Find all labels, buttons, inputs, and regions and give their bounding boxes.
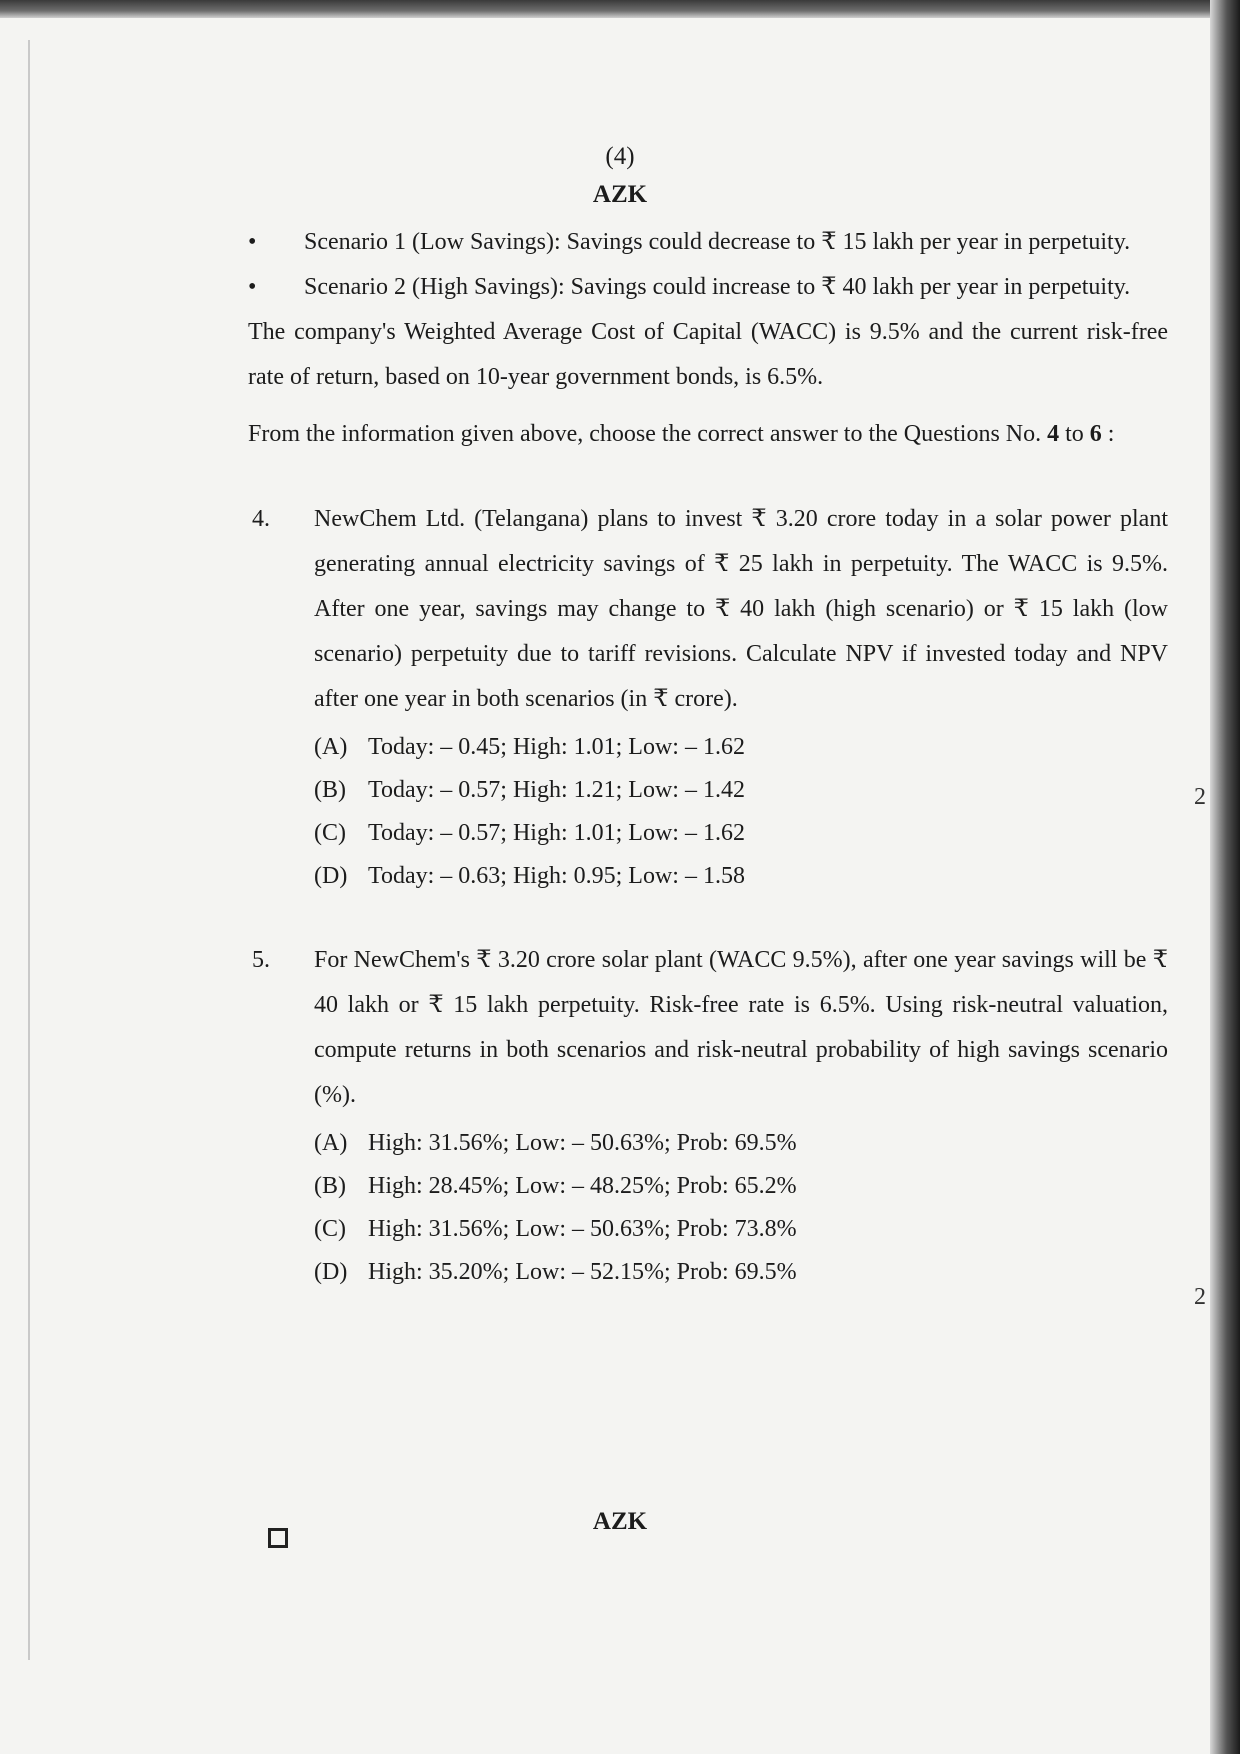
margin-mark: 2 <box>1194 1284 1206 1310</box>
question-text: For NewChem's ₹ 3.20 crore solar plant (WACC 9.5%), after one year savings will be ₹ 40 lakh or ₹ 15 lakh perpetuity. Risk-free rate is 6.5%. Using risk-neutral valuation, compute returns in both scenarios and risk-neutral probability of high savings scenario (%). <box>314 947 1168 1108</box>
instruction-to: 6 <box>1089 421 1102 447</box>
wacc-paragraph: The company's Weighted Average Cost of Capital (WACC) is 9.5% and the current risk-free rate of return, based on 10-year government bonds, is 6.5%. <box>248 319 1168 390</box>
page-number: (4) <box>605 143 635 170</box>
option-letter: (B) <box>314 777 346 803</box>
question-number: 4. <box>252 506 270 532</box>
option-letter: (A) <box>314 734 348 760</box>
option-a[interactable] <box>314 1122 1168 1165</box>
page-header <box>0 138 1240 214</box>
option-text: Today: – 0.57; High: 1.21; Low: – 1.42 <box>368 777 745 803</box>
scan-right-edge <box>1210 0 1240 1754</box>
margin-mark: 2 <box>1194 784 1206 810</box>
scenario-list <box>248 220 1168 310</box>
instruction-to-word: to <box>1059 421 1090 447</box>
option-text: Today: – 0.57; High: 1.01; Low: – 1.62 <box>368 820 745 846</box>
option-text: High: 31.56%; Low: – 50.63%; Prob: 73.8% <box>368 1216 797 1242</box>
option-d[interactable] <box>314 1251 1168 1294</box>
scenario-high: • Scenario 2 (High Savings): Savings could increase to ₹ 40 lakh per year in perpetuity. <box>248 265 1168 310</box>
instruction-paragraph <box>248 412 1168 457</box>
instruction-suffix: : <box>1101 421 1115 447</box>
option-c[interactable] <box>314 812 1168 855</box>
option-text: High: 28.45%; Low: – 48.25%; Prob: 65.2% <box>368 1173 797 1199</box>
option-letter: (B) <box>314 1173 346 1199</box>
options-list <box>314 1122 1168 1294</box>
option-text: Today: – 0.63; High: 0.95; Low: – 1.58 <box>368 863 745 889</box>
instruction-from: 4 <box>1047 421 1060 447</box>
scan-left-margin-line <box>28 40 30 1660</box>
options-list <box>314 726 1168 898</box>
option-a[interactable] <box>314 726 1168 769</box>
option-b[interactable] <box>314 1165 1168 1208</box>
option-letter: (D) <box>314 1259 348 1285</box>
question-text: NewChem Ltd. (Telangana) plans to invest ₹ 3.20 crore today in a solar power plant generating annual electricity savings of ₹ 25 lakh in perpetuity. The WACC is 9.5%. After one year, savings may change to ₹ 40 lakh (high scenario) or ₹ 15 lakh (low scenario) perpetuity due to tariff revisions. Calculate NPV if invested today and NPV after one year in both scenarios (in ₹ crore). <box>314 506 1168 712</box>
option-d[interactable] <box>314 855 1168 898</box>
scan-top-edge <box>0 0 1240 18</box>
option-letter: (A) <box>314 1130 348 1156</box>
option-letter: (C) <box>314 1216 346 1242</box>
option-text: Today: – 0.45; High: 1.01; Low: – 1.62 <box>368 734 745 760</box>
page-footer-code: AZK <box>592 1508 648 1535</box>
paper-code: AZK <box>592 181 648 208</box>
question-number: 5. <box>252 947 270 973</box>
page-content <box>248 220 1168 1294</box>
option-letter: (D) <box>314 863 348 889</box>
option-text: High: 35.20%; Low: – 52.15%; Prob: 69.5% <box>368 1259 797 1285</box>
option-c[interactable] <box>314 1208 1168 1251</box>
option-letter: (C) <box>314 820 346 846</box>
option-text: High: 31.56%; Low: – 50.63%; Prob: 69.5% <box>368 1130 797 1156</box>
question-4 <box>248 497 1168 898</box>
scenario-low: • Scenario 1 (Low Savings): Savings could decrease to ₹ 15 lakh per year in perpetuity. <box>248 220 1168 265</box>
instruction-prefix: From the information given above, choose the correct answer to the Questions No. <box>248 421 1048 447</box>
question-5 <box>248 938 1168 1294</box>
option-b[interactable] <box>314 769 1168 812</box>
